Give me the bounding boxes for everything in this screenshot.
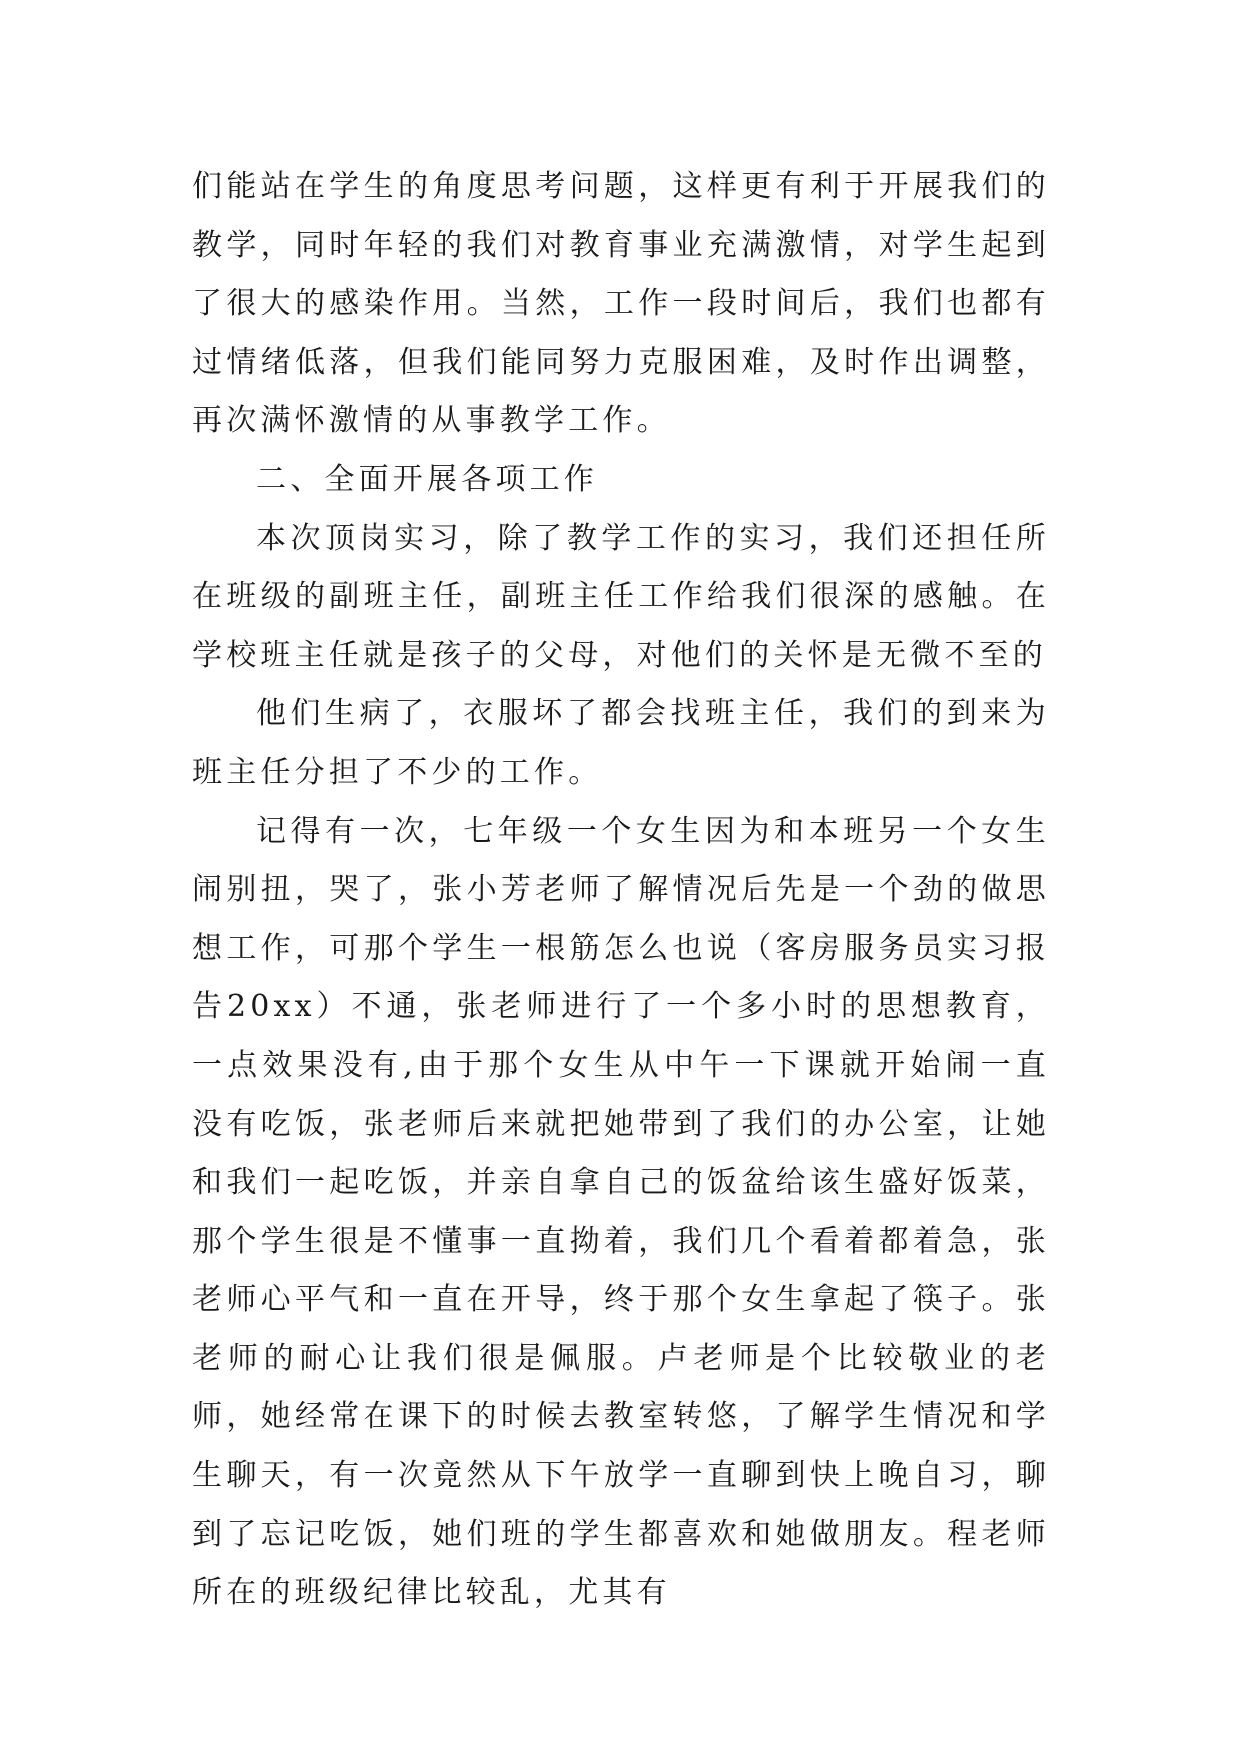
document-body [192,158,1050,1623]
paragraph-continued: 们能站在学生的角度思考问题，这样更有利于开展我们的教学，同时年轻的我们对教育事业充满激情，对学生起到了很大的感染作用。当然，工作一段时间后，我们也都有过情绪低落，但我们能同努力克服困难，及时作出调整，再次满怀激情的从事教学工作。 [192,169,1050,439]
paragraph: 本次顶岗实习，除了教学工作的实习，我们还担任所在班级的副班主任，副班主任工作给我们很深的感触。在学校班主任就是孩子的父母，对他们的关怀是无微不至的 [192,520,1050,673]
section-heading: 二、全面开展各项工作 [256,461,598,497]
paragraph: 记得有一次，七年级一个女生因为和本班另一个女生闹别扭，哭了，张小芳老师了解情况后先是一个劲的做思想工作，可那个学生一根筋怎么也说（客房服务员实习报告20xx）不通，张老师进行了一个多小时的思想教育，一点效果没有,由于那个女生从中午一下课就开始闹一直没有吃饭，张老师后来就把她带到了我们的办公室，让她和我们一起吃饭，并亲自拿自己的饭盆给该生盛好饭菜，那个学生很是不懂事一直拗着，我们几个看着都着急，张老师心平气和一直在开导，终于那个女生拿起了筷子。张老师的耐心让我们很是佩服。卢老师是个比较敬业的老师，她经常在课下的时候去教室转悠，了解学生情况和学生聊天，有一次竟然从下午放学一直聊到快上晚自习，聊到了忘记吃饭，她们班的学生都喜欢和她做朋友。程老师所在的班级纪律比较乱，尤其有 [192,813,1050,1611]
paragraph: 他们生病了，衣服坏了都会找班主任，我们的到来为班主任分担了不少的工作。 [192,696,1050,790]
